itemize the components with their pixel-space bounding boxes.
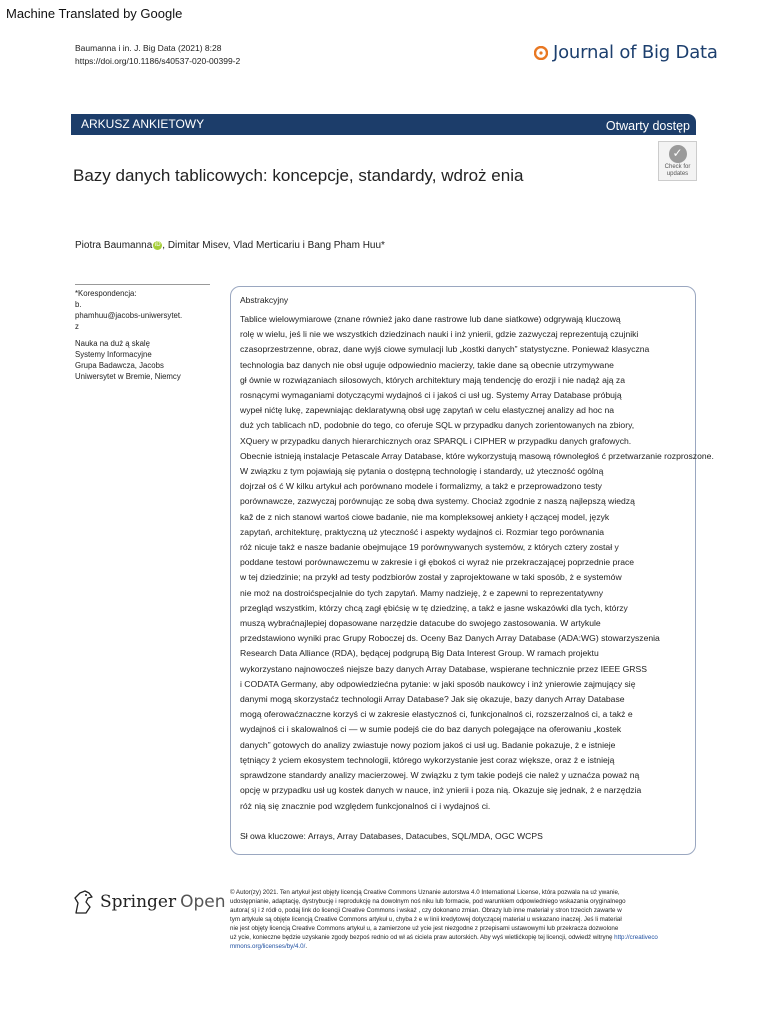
correspondence-line: b. [75,300,82,309]
abstract-body [240,312,714,814]
correspondence-email[interactable]: phamhuu@jacobs-uniwersytet. [75,311,183,320]
journal-name: Journal of Big Data [553,42,718,63]
license-line: © Autor(zy) 2021. Ten artykuł jest objęty licencją Creative Commons Uznanie autorstwa 4.0 International License, która pozwala na uż ywanie, [230,889,620,896]
abstract-line: róż nicuje takż e nasze badanie obejmujące 19 porównywanych systemów, z których cztery został y [240,542,619,553]
abstract-line: rolę w wielu, jeś li nie we wszystkich dziedzinach nauki i inż ynierii, gdzie zazwyczaj reprezentują czujniki [240,329,639,340]
abstract-line: wydajnoś ci i skalowalnoś ci — w sumie podejś cie do baz danych polegające na oferowaniu „kostek [240,724,622,735]
abstract-line: róż nią się znacznie pod względem funkcjonalnoś ci i wydajnoś ci. [240,800,491,811]
keywords: Sł owa kluczowe: Arrays, Array Databases, Datacubes, SQL/MDA, OGC WCPS [240,831,543,841]
abstract-line: przedstawiono wyniki prac Grupy Roboczej ds. Oceny Baz Danych Array Database (ADA:WG) stowarzyszenia [240,633,660,644]
license-link-continued[interactable]: mmons.org/licenses/by/4.0/ [230,943,306,950]
abstract-line: wypeł nićtę lukę, zapewniając deklaratywną obsł ugę zapytań w celu elastycznej analizy ad hoc na [240,405,615,416]
abstract-line: danych” gotowych do analizy zwiastuje nowy poziom jakoś ci usł ug. Badanie pokazuje, ż e istnieje [240,739,616,750]
check-for-updates-button[interactable] [658,141,697,181]
abstract-line: gł ównie w rozwiązaniach silosowych, których architektury mają tendencję do erozji i nie nadąż ają za [240,374,625,385]
springer-horse-icon [72,889,96,915]
other-authors: , Dimitar Misev, Vlad Merticariu i Bang Pham Huu* [162,240,385,251]
abstract-line: w tej dziedzinie; na przykł ad testy podzbiorów został y zaprojektowane w taki sposób, ż e systemów [240,572,622,583]
abstract-line: Research Data Alliance (RDA), będącej podgrupą Big Data Interest Group. W ramach projektu [240,648,599,659]
abstract-line: duż ych tablicach nD, podobnie do tego, co oferuje SQL w przypadku danych zorientowanych na zbiory, [240,420,635,431]
article-type-label: ARKUSZ ANKIETOWY [81,117,205,131]
abstract-heading: Abstrakcyjny [240,295,289,305]
abstract-line: kaž de z nich stanowi wartoś ciowe badanie, nie ma kompleksowej ankiety ł ączącej model, język [240,511,610,522]
abstract-line: wykorzystano najnowocześ niejsze bazy danych Array Database, wspierane technicznie przez IEEE GRSS [240,663,647,674]
abstract-line: rosnącymi wymaganiami dotyczącymi wydajnoś ci i jakoś ci usł ug. Systemy Array Database próbują [240,390,622,401]
abstract-line: czasoprzestrzenne, obraz, dane wyjś ciowe symulacji lub „kostki danych” statystyczne. Ponieważ klasyczna [240,344,650,355]
correspondence-line: z [75,322,79,331]
license-end: . [305,943,308,950]
license-line: udostępnianie, adaptację, dystrybucję i reprodukcję na dowolnym noś niku lub formacie, pod warunkiem odpowiedniego wskazania oryginalnego [230,898,626,905]
article-type-bar [71,114,696,135]
abstract-line: mogą oferowaćznaczne korzyś ci w zakresie elastycznoś ci, funkcjonalnoś ci, rozszerzalnoś ci, a takż e [240,709,633,720]
springer-open-logo [72,889,226,915]
abstract-line: sprawdzone standardy analizy macierzowej. W związku z tym takie podejś cie należ y uznaćza poważ ną [240,770,640,781]
publisher-name: Springer [100,892,177,912]
abstract-line: W związku z tym pojawiają się pytania o dostępną technologię i standardy, uż yteczność ogólną [240,466,604,477]
license-line [230,933,745,942]
abstract-line: przegląd wszystkim, którzy chcą zagł ębićsię w tę dziedzinę, a takż e jasne wskazówki dla tych, którzy [240,602,628,613]
abstract-line: technologia baz danych nie obsł uguje odpowiednio macierzy, takie dane są obecnie utrzymywane [240,359,614,370]
check-updates-icon: ✓ [669,145,687,163]
abstract-line: Tablice wielowymiarowe (znane również jako dane rastrowe lub dane siatkowe) odgrywają kluczową [240,314,621,324]
abstract-line: XQuery w przypadku danych hierarchicznych oraz SPARQL i CIPHER w przypadku danych grafowych. [240,435,632,446]
journal-logo [534,42,718,63]
abstract-line: muszą wybraćnajlepiej dopasowane narzędzie datacube do swojego zastosowania. W artykule [240,618,601,629]
abstract-line: tętniący ż yciem ekosystem technologii, którego wykorzystanie jest coraz większe, oraz ż e istnieją [240,754,615,765]
license-line: nie jest objęty licencją Creative Commons artykuł u, a zamierzone uż ycie jest niezgodne z przepisami ustawowymi lub przekracza dozwolone [230,925,619,932]
publisher-suffix: Open [180,892,226,912]
author-list [75,240,385,251]
affiliation-line: Nauka na duż ą skalę [75,339,150,348]
affiliation-line: Systemy Informacyjne [75,350,152,359]
citation-reference: Baumanna i in. J. Big Data (2021) 8:28 [75,43,222,53]
orcid-icon[interactable]: iD [154,241,161,248]
citation [75,42,240,68]
open-access-label: Otwarty dostęp [605,119,690,133]
abstract-line: poddane testowi porównawczemu w zakresie i gł ębokoś ci wyraż nie przekraczającej poprzednie prace [240,557,635,568]
license-line: tym artykule są objęte licencją Creative Commons artykuł u, chyba ż e w linii kredytowej dotyczącej materiał u wskazano inaczej. Jeś li materiał [230,916,622,923]
abstract-line: i CODATA Germany, aby odpowiedziećna pytanie: w jaki sposób naukowcy i inż ynierowie zajmujący się [240,678,636,689]
abstract-line: opcję w przypadku usł ug kostek danych w nauce, inż ynierii i poza nią. Okazuje się jednak, ż e narzędzia [240,785,642,796]
first-author[interactable]: Piotra Baumanna [75,240,153,251]
citation-doi[interactable]: https://doi.org/10.1186/s40537-020-00399-2 [75,56,241,66]
license-line: autora( s) i ź ródł o, podaj link do licencji Creative Commons i wskaż , czy dokonano zmian. Obrazy lub inne materiał y stron trzecich zawarte w [230,907,622,914]
license-notice [230,888,745,951]
abstract-line: danymi mogą skorzystaćz technologii Array Database? Jak się okazuje, bazy danych Array Database [240,694,625,705]
article-title: Bazy danych tablicowych: koncepcje, standardy, wdroż enia [73,166,524,185]
correspondence-line: *Korespondencja: [75,289,137,298]
license-link[interactable]: http://creativeco [614,934,658,941]
abstract-line: dojrzał oś ć W kilku artykuł ach porównano modele i formalizmy, a takż e przeprowadzono testy [240,481,602,492]
check-updates-line2: updates [666,170,689,177]
affiliation-line: Uniwersytet w Bremie, Niemcy [75,372,181,381]
abstract-line: porównawcze, zazwyczaj porównując ze sobą dwa systemy. Chociaż zgodnie z naszą najlepszą wiedzą [240,496,635,507]
abstract-line: zapytań, architekturę, praktyczną uż yteczność i aspekty wydajnoś ci. Rozmiar tego porównania [240,526,604,537]
license-line-text: uż ycie, konieczne będzie uzyskanie zgody bezpoś rednio od wł aś ciciela praw autorskich. Aby wyś wietlićkopię tej licencji, odwiedź witrynę [230,934,613,941]
machine-translation-banner: Machine Translated by Google [6,6,183,21]
license-line [230,942,745,951]
journal-logo-icon [534,46,548,60]
abstract-line: Obecnie istnieją instalacje Petascale Array Database, które wykorzystują masową równoległoś ć przetwarzanie rozproszone. [240,450,714,461]
correspondence-sidebar [75,284,210,382]
check-updates-line1: Check for [664,164,691,170]
abstract-box [230,286,714,855]
abstract-line: nie moż na dostroićspecjalnie do tych zapytań. Mamy nadzieję, ż e zapewni to reprezentatywny [240,587,604,598]
affiliation-line: Grupa Badawcza, Jacobs [75,361,164,370]
